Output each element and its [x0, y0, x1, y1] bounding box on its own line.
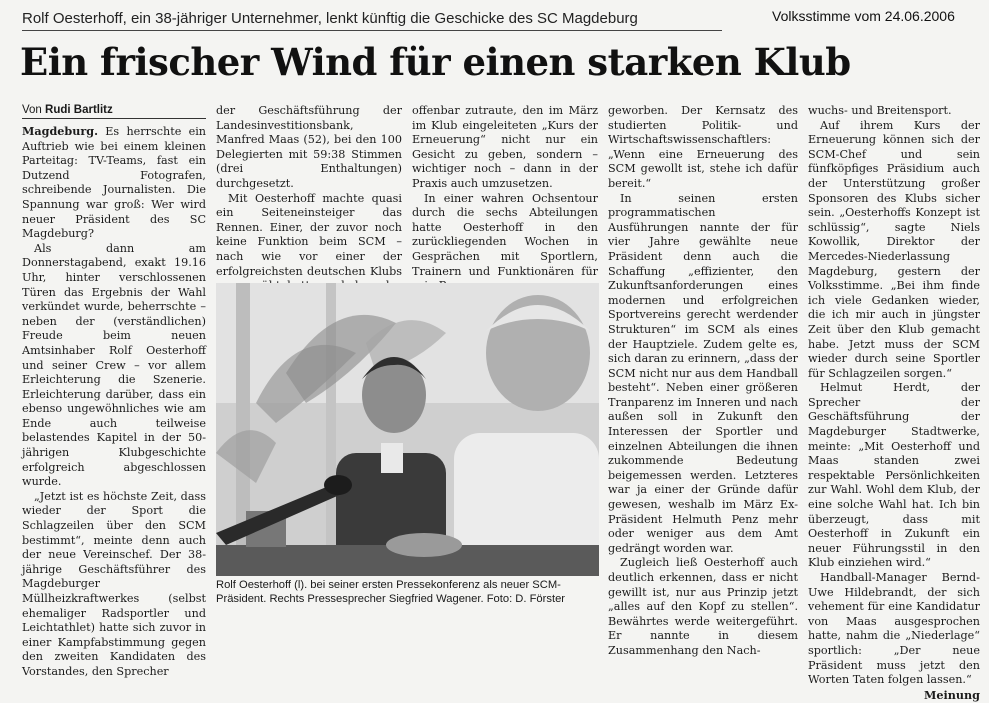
paragraph: Handball-Manager Bernd-Uwe Hildebrandt, der sich vehement für eine Kandidatur von Maas ausgesprochen hatte, nahm die „Niederlage“ sportlich: „Der neue Präsident muss jetzt den Worten Taten folgen lassen.“ [808, 571, 980, 687]
headline: Ein frischer Wind für einen starken Klub [20, 40, 851, 84]
column-1 [22, 124, 206, 678]
paragraph: der Geschäftsführung der Landesinvestitionsbank, Manfred Maas (52), bei den 100 Delegierten mit 59:38 Stimmen (drei Enthaltungen) durchgesetzt. [216, 104, 402, 190]
column-4 [608, 104, 798, 657]
byline-prefix: Von [22, 104, 42, 116]
paragraph: Mit Oesterhoff machte quasi ein Seiteneinsteiger das Rennen. Einer, der zuvor noch keine Funktion beim SCM – nach wie vor einer der erfolgreichsten deutschen Klubs [216, 191, 402, 278]
kicker-line: Rolf Oesterhoff, ein 38-jähriger Unternehmer, lenkt künftig die Geschicke des SC Magdeburg [22, 10, 722, 31]
paragraph: Helmut Herdt, der Sprecher der Geschäftsführung der Magdeburger Stadtwerke, meinte: „Mit Oesterhoff und Maas standen zwei respektable Persönlichkeiten zur Wahl. Wohl dem Klub, der eine solche Wahl hat. Ich bin überzeugt, dass mit Oesterhoff in Zukunft ein neuer Führungsstil in den Klub einziehen wird.“ [808, 381, 980, 570]
column-5 [808, 104, 980, 702]
signoff: Meinung [924, 687, 980, 702]
byline-author: Rudi Bartlitz [45, 104, 113, 116]
dateline: Magdeburg. [22, 124, 98, 138]
source-label: Volksstimme vom 24.06.2006 [772, 8, 955, 24]
paragraph: offenbar zutraute, den im März im Klub eingeleiteten „Kurs der Erneuerung“ nicht nur ein Gesicht zu geben, sondern – wichtiger noch – dann in der Praxis auch umzusetzen. [412, 104, 598, 190]
paragraph [22, 124, 206, 242]
photo-illustration [216, 283, 599, 576]
paragraph: wuchs- und Breitensport. [808, 104, 952, 117]
signoff-paragraph [808, 688, 980, 703]
column-3 [412, 104, 598, 279]
paragraph: In seinen ersten programmatischen Ausführungen nannte der für vier Jahre gewählte neue Präsident denn auch die Schaffung „effizienter, den Zukunftsanforderungen eines modernen und erfolgreichen Sportvereins gerecht werdender Strukturen“ im SCM als eines der Hauptziele. Zudem gelte es, sich daran zu erinnern, „dass der SCM nicht nur aus dem Handball besteht“. Neben einer größeren Tranparenz im Inneren und nach außen soll in Zukunft den Interessen der Sportler und einzelnen Abteilungen die ihnen zukommende Bedeutung beigemessen werden. Letzteres war ja einer der Gründe dafür gewesen, weshalb im März Ex-Präsident Helmuth Penz mehr oder weniger aus dem Amt gedrängt worden war. [608, 191, 798, 555]
byline [22, 104, 206, 119]
press-conference-photo [216, 283, 599, 576]
paragraph: geworben. Der Kernsatz des studierten Politik- und Wirtschaftswissenschaftlers: „Wenn eine Erneuerung des SCM gewollt ist, stehe ich dafür bereit.“ [608, 104, 798, 190]
photo-caption: Rolf Oesterhoff (l). bei seiner ersten Pressekonferenz als neuer SCM-Präsident. Rechts Pressesprecher Siegfried Wagener. Foto: D. Förster [216, 579, 566, 605]
paragraph: Zugleich ließ Oesterhoff auch deutlich erkennen, dass er nicht gewillt ist, nur aus Prinzip jetzt „alles auf den Kopf zu stellen“. Bewährtes werde weitergeführt. Er nannte in diesem Zusammenhang den Nach- [608, 556, 798, 657]
paragraph: Als dann am Donnerstagabend, exakt 19.16 Uhr, hinter verschlossenen Türen das Ergebnis der Wahl verkündet wurde, beherrschte – neben der (verständlichen) Freude beim neuen Amtsinhaber Rolf Oesterhoff und seiner Crew – vor allem Erleichterung die Szenerie. Erleichterung darüber, dass ein ebenso ungewöhnliches wie am Ende auch teilweise belastendes Kapitel in der 50-jährigen Klubgeschichte erfolgreich abgeschlossen wurde. [22, 241, 206, 489]
paragraph: Auf ihrem Kurs der Erneuerung können sich der SCM-Chef und sein fünfköpfiges Präsidium auch der Unterstützung großer Sponsoren des Klubs sicher sein. „Oesterhoffs Konzept ist schlüssig“, sagte Niels Kowollik, Direktor der Mercedes-Niederlassung Magdeburg, gestern der Volksstimme. „Bei ihm finde ich viele Gedanken wieder, die ich mir auch in jüngster Zeit über den Klub gemacht habe. Jetzt muss der SCM wieder durch seine Sportler für Schlagzeilen sorgen.“ [808, 118, 980, 380]
paragraph-text: Es herrschte ein Auftrieb wie bei einem kleinen Parteitag: TV-Teams, fast ein Dutzend Fotografen, schreibende Journalisten. Die Spannung war groß: Wer wird neuer Präsident des SC Magdeburg? [22, 125, 206, 241]
paragraph: „Jetzt ist es höchste Zeit, dass wieder der Sport die Schlagzeilen über den SCM bestimmt“, meinte denn auch der neue Vereinschef. Der 38-jährige Geschäftsführer des Magdeburger Müllheizkraftwerkes (selbst ehemaliger Radsportler und Leichtathlet) hatte sich zuvor in einer Kampfabstimmung gegen den zweiten Kandidaten des Vorstandes, den Sprecher [22, 489, 206, 678]
column-2 [216, 104, 402, 279]
paragraph: In einer wahren Ochsentour durch die sechs Abteilungen hatte Oesterhoff in den zurückliegenden Wochen in Gesprächen mit Sportlern, Trainern und Funktionären für [412, 191, 598, 278]
